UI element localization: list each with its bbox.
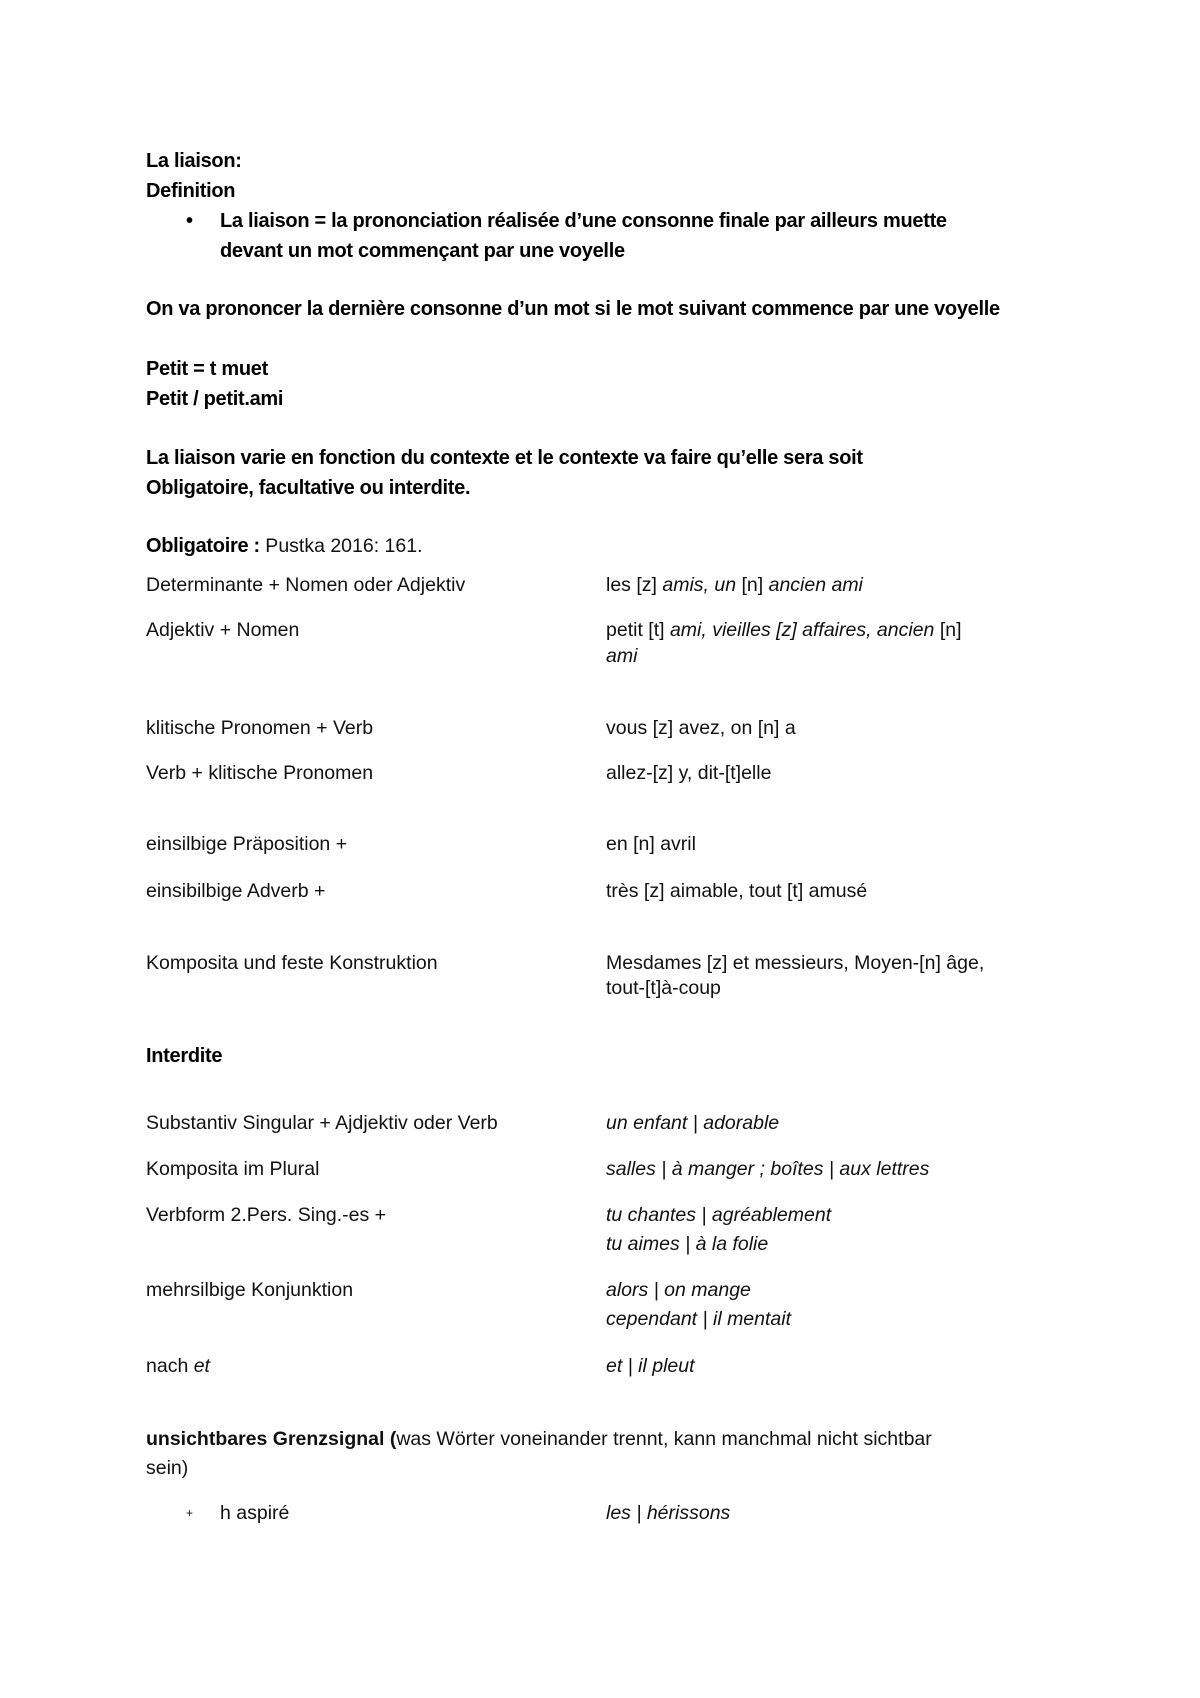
document-title: La liaison: xyxy=(146,150,242,172)
interdite-row-right: et | il pleut xyxy=(606,1355,695,1377)
interdite-row-left: Verbform 2.Pers. Sing.-es + xyxy=(146,1204,387,1226)
obligatoire-row-left: klitische Pronomen + Verb xyxy=(146,717,374,739)
grenz-line-2: sein) xyxy=(146,1457,189,1479)
interdite-row-left: Substantiv Singular + Ajdjektiv oder Verb xyxy=(146,1112,498,1134)
obligatoire-row-left: Determinante + Nomen oder Adjektiv xyxy=(146,574,466,596)
interdite-row-right: alors | on mange xyxy=(606,1279,751,1301)
obligatoire-row-left: Komposita und feste Konstruktion xyxy=(146,952,438,974)
example-text: ancien ami xyxy=(768,574,863,596)
obligatoire-row-right: Mesdames [z] et messieurs, Moyen-[n] âge, xyxy=(606,952,985,974)
grenz-line-1 xyxy=(146,1428,932,1451)
interdite-row-right: salles | à manger ; boîtes | aux lettres xyxy=(606,1158,930,1180)
grenz-heading: unsichtbares Grenzsignal xyxy=(146,1428,390,1450)
example-text: petit [t] xyxy=(606,619,670,641)
context-line-1: La liaison varie en fonction du contexte et le contexte va faire qu’elle sera soit xyxy=(146,447,863,469)
definition-line-2: devant un mot commençant par une voyelle xyxy=(220,240,625,262)
example-text: [n] xyxy=(934,619,962,641)
obligatoire-row-right-line2: tout-[t]à-coup xyxy=(606,977,721,999)
example-text: amis, un xyxy=(662,574,737,596)
grenz-item-left: h aspiré xyxy=(220,1502,290,1524)
interdite-heading: Interdite xyxy=(146,1045,223,1067)
bullet-dot: • xyxy=(186,210,193,232)
interdite-row-right: un enfant | adorable xyxy=(606,1112,780,1134)
context-line-2: Obligatoire, facultative ou interdite. xyxy=(146,477,471,499)
obligatoire-row-right: en [n] avril xyxy=(606,833,696,855)
obligatoire-row-left: Verb + klitische Pronomen xyxy=(146,762,374,784)
interdite-row-right-line2: tu aimes | à la folie xyxy=(606,1233,769,1255)
obligatoire-row-left: einsilbige Präposition + xyxy=(146,833,348,855)
interdite-row-left: Komposita im Plural xyxy=(146,1158,320,1180)
example-text: les [z] xyxy=(606,574,663,596)
example-text: et xyxy=(193,1355,210,1377)
interdite-row-right-line2: cependant | il mentait xyxy=(606,1308,792,1330)
interdite-row-left xyxy=(146,1355,210,1378)
grenz-note: was Wörter voneinander trennt, kann manchmal nicht sichtbar xyxy=(396,1428,932,1450)
obligatoire-row-right xyxy=(606,619,962,642)
definition-heading: Definition xyxy=(146,180,236,202)
grenz-paren: ( xyxy=(389,1428,397,1450)
example-text: ami, vieilles [z] affaires, ancien xyxy=(669,619,935,641)
obligatoire-row-right-line2: ami xyxy=(606,645,638,667)
obligatoire-row-right xyxy=(606,574,863,597)
obligatoire-heading-line xyxy=(146,535,423,558)
pronounce-sentence: On va prononcer la dernière consonne d’un mot si le mot suivant commence par une voyelle xyxy=(146,298,1000,320)
obligatoire-heading: Obligatoire : xyxy=(146,535,260,557)
obligatoire-row-right: vous [z] avez, on [n] a xyxy=(606,717,796,739)
grenz-item-right: les | hérissons xyxy=(606,1502,731,1524)
definition-line-1: La liaison = la prononciation réalisée d’une consonne finale par ailleurs muette xyxy=(220,210,947,232)
plus-bullet: + xyxy=(186,1506,194,1520)
obligatoire-source: Pustka 2016: 161. xyxy=(259,535,423,557)
interdite-row-right: tu chantes | agréablement xyxy=(606,1204,832,1226)
example-text: nach xyxy=(146,1355,194,1377)
obligatoire-row-right: allez-[z] y, dit-[t]elle xyxy=(606,762,772,784)
example-text: [n] xyxy=(736,574,769,596)
obligatoire-row-left: einsibilbige Adverb + xyxy=(146,880,326,902)
obligatoire-row-left: Adjektiv + Nomen xyxy=(146,619,300,641)
obligatoire-row-right: très [z] aimable, tout [t] amusé xyxy=(606,880,868,902)
petit-line-2: Petit / petit.ami xyxy=(146,388,284,410)
interdite-row-left: mehrsilbige Konjunktion xyxy=(146,1279,354,1301)
petit-line-1: Petit = t muet xyxy=(146,358,268,380)
